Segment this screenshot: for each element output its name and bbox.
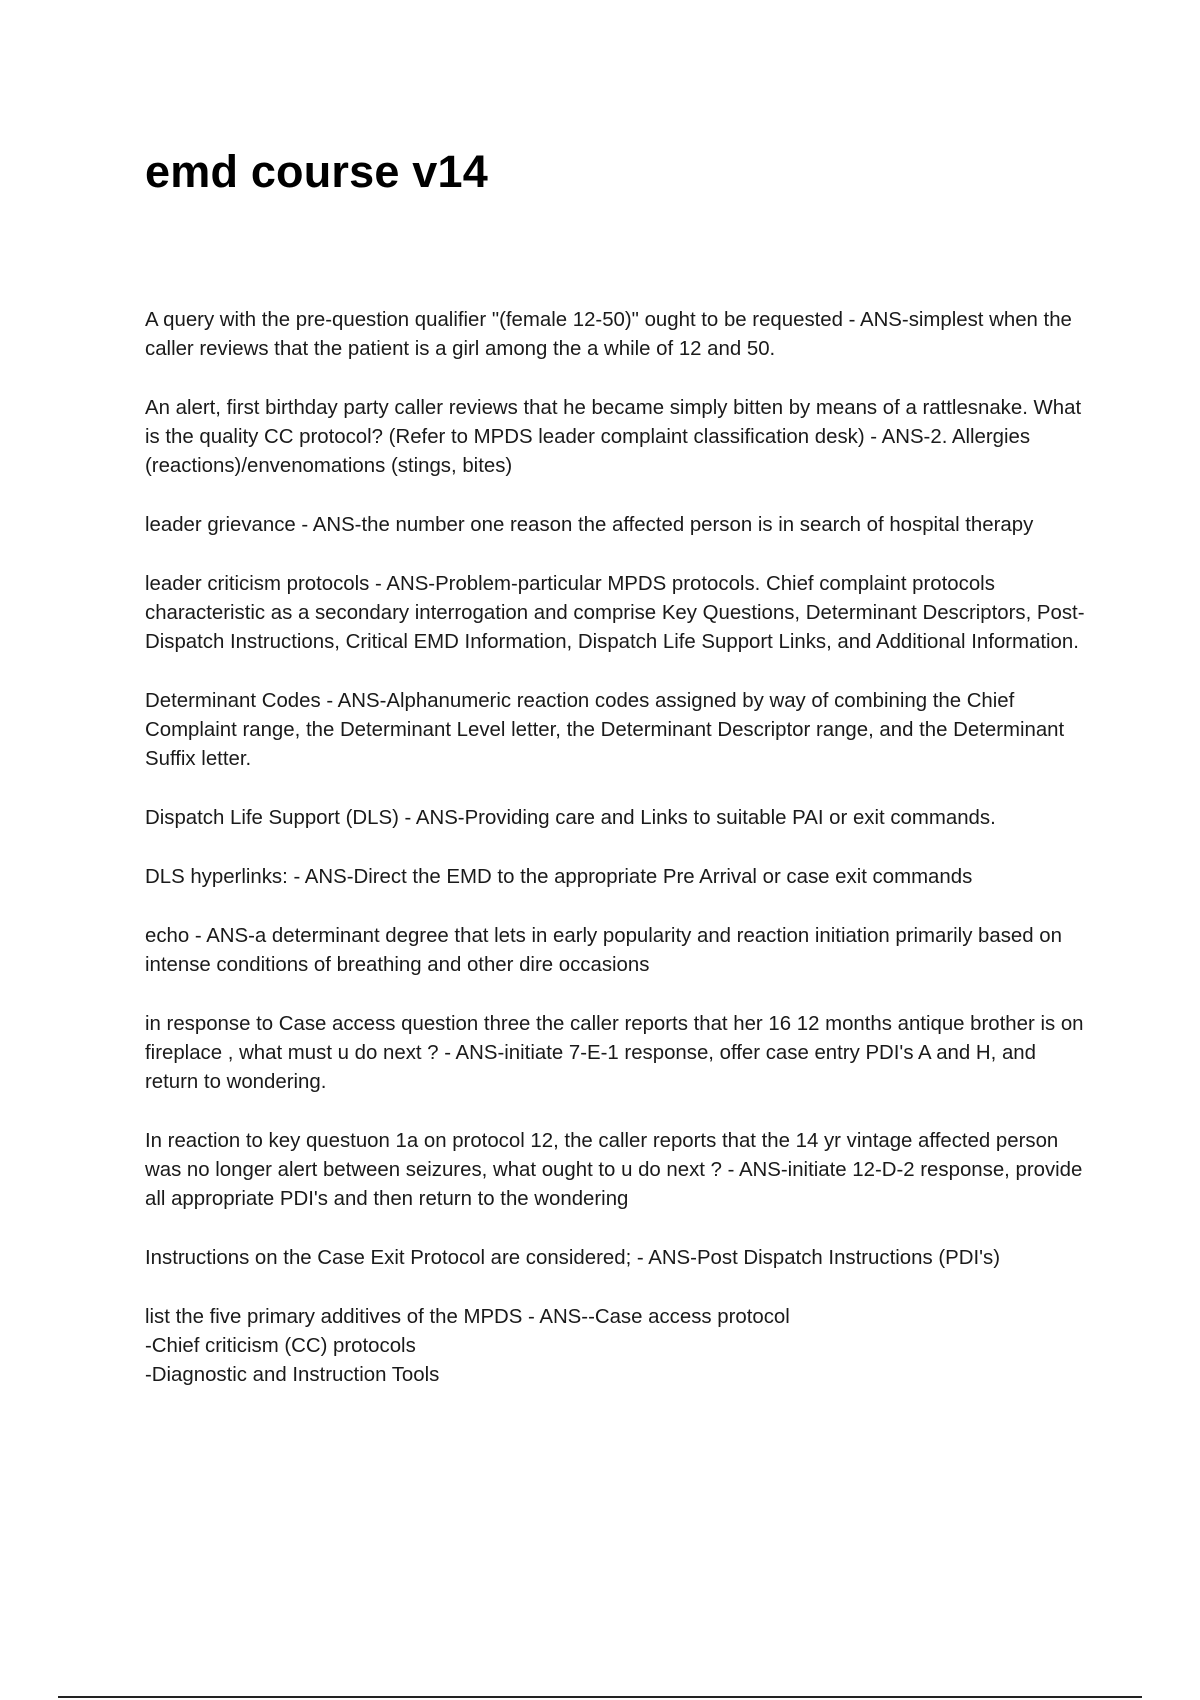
qa-item: Dispatch Life Support (DLS) - ANS-Providing care and Links to suitable PAI or exit commands. [145, 807, 996, 829]
qa-item: leader criticism protocols - ANS-Problem-particular MPDS protocols. Chief complaint protocols characteristic as a secondary interrogation and comprise Key Questions, Determinant Descriptors, Post-Dispatch Instructions, Critical EMD Information, Dispatch Life Support Links, and Additional Information. [145, 573, 1085, 653]
qa-list [145, 306, 1085, 1420]
qa-item: In reaction to key questuon 1a on protocol 12, the caller reports that the 14 yr vintage affected person was no longer alert between seizures, what ought to u do next ? - ANS-initiate 12-D-2 response, provide all appropriate PDI's and then return to the wondering [145, 1130, 1083, 1210]
qa-item: DLS hyperlinks: - ANS-Direct the EMD to the appropriate Pre Arrival or case exit commands [145, 866, 973, 888]
qa-item: An alert, first birthday party caller reviews that he became simply bitten by means of a rattlesnake. What is the quality CC protocol? (Refer to MPDS leader complaint classification desk) - ANS-2. Allergies (reactions)/envenomations (stings, bites) [145, 397, 1082, 477]
qa-item: echo - ANS-a determinant degree that lets in early popularity and reaction initiation primarily based on intense conditions of breathing and other dire occasions [145, 925, 1062, 976]
qa-item: list the five primary additives of the MPDS - ANS--Case access protocol -Chief criticism (CC) protocols -Diagnostic and Instruction Tools [145, 1306, 790, 1386]
qa-item: in response to Case access question three the caller reports that her 16 12 months antique brother is on fireplace , what must u do next ? - ANS-initiate 7-E-1 response, offer case entry PDI's A and H, and return to wondering. [145, 1013, 1084, 1093]
qa-item: Determinant Codes - ANS-Alphanumeric reaction codes assigned by way of combining the Chief Complaint range, the Determinant Level letter, the Determinant Descriptor range, and the Determinant Suffix letter. [145, 690, 1065, 770]
page-title: emd course v14 [145, 146, 488, 197]
qa-item: Instructions on the Case Exit Protocol are considered; - ANS-Post Dispatch Instructions (PDI's) [145, 1247, 1000, 1269]
footer-divider [58, 1696, 1142, 1698]
qa-item: A query with the pre-question qualifier "(female 12-50)" ought to be requested - ANS-simplest when the caller reviews that the patient is a girl among the a while of 12 and 50. [145, 309, 1072, 360]
qa-item: leader grievance - ANS-the number one reason the affected person is in search of hospital therapy [145, 514, 1034, 536]
